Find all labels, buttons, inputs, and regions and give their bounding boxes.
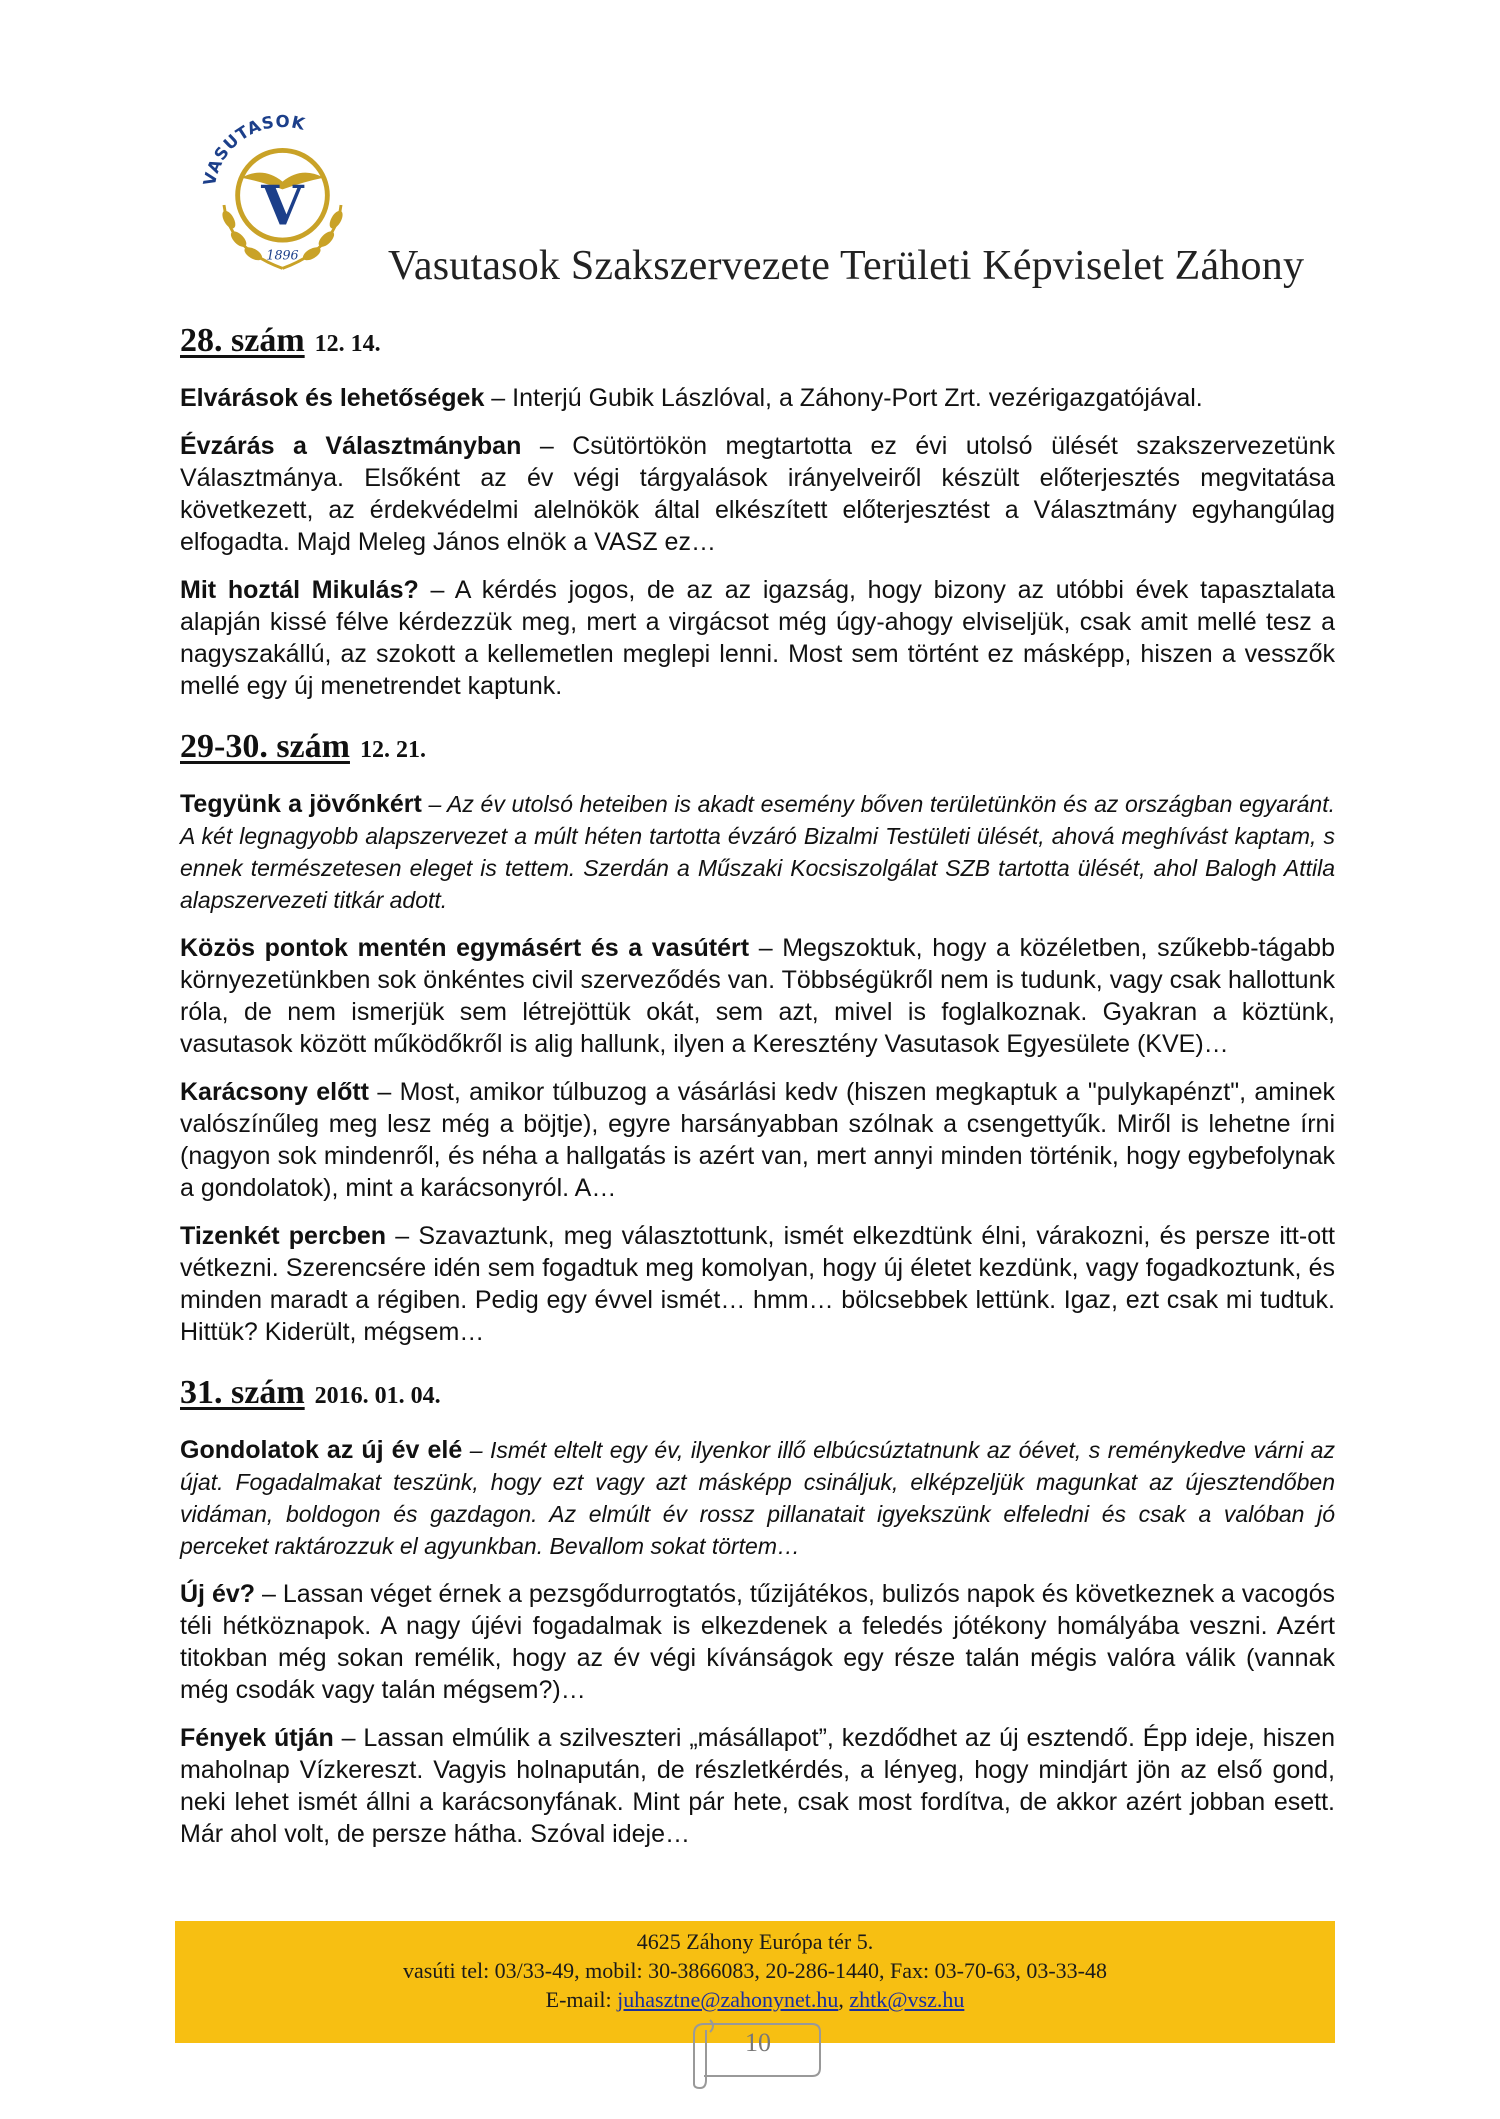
footer-email-separator: , [838,1987,850,2012]
page-number-badge [690,2018,826,2090]
article-summary: – Lassan elmúlik a szilveszteri „másállapot”, kezdődhet az új esztendő. Épp ideje, hiszen maholnap Vízkereszt. Vagyis holnapután, de részletkérdés, a lényeg, hogy mindjárt jön az első gond, neki lehet ismét állni a karácsonyfának. Mint pár hete, csak most fordítva, de akkor azért jobban esett. Már ahol volt, de persze hátha. Szóval ideje… [180,1724,1335,1848]
page-number: 10 [745,2028,771,2057]
issue-date: 2016. 01. 04. [314,1383,441,1409]
article-title[interactable]: Fények útján [180,1724,334,1752]
article-summary: – Most, amikor túlbuzog a vásárlási kedv (hiszen megkaptuk a "pulykapénzt", aminek valószínűleg meg lesz még a böjtje), egyre harsányabban szólnak a csengettyűk. Miről is lehetne írni (nagyon sok mindenről, és néha a hallgatás is azért van, mert annyi minden történik, hogy egybefolynak a gondolatok), mint a karácsonyról. A… [180,1078,1335,1202]
article-entry [180,430,1335,558]
issue-date: 12. 14. [314,331,381,357]
article-entry [180,788,1335,916]
issue-number: 28. szám [180,322,305,359]
issue-heading [180,322,1335,360]
article-entry [180,1578,1335,1706]
article-summary: – Szavaztunk, meg választottunk, ismét elkezdtünk élni, várakozni, és persze itt-ott vétkezni. Szerencsére idén sem fogadtuk meg komolyan, hogy új életet kezdünk, vagy fogadkoztunk, és minden maradt a régiben. Pedig egy évvel ismét… hmm… bölcsebbek lettünk. Igaz, ezt csak mi tudtuk. Hittük? Kiderült, mégsem… [180,1222,1335,1346]
logo-letter: V [261,173,304,238]
article-summary: – Megszoktuk, hogy a közéletben, szűkebb-tágabb környezetünkben sok önkéntes civil szerveződés van. Többségükről nem is tudunk, vagy csak hallottunk róla, de nem ismerjük sem létrejöttük okát, sem azt, mivel is foglalkoznak. Gyakran a köztünk, vasutasok között működőkről is alig hallunk, ilyen a Keresztény Vasutasok Egyesülete (KVE)… [180,934,1335,1058]
email-link-zhtk[interactable]: zhtk@vsz.hu [849,1987,965,2012]
article-entry [180,1722,1335,1850]
issue-section [180,728,1335,1348]
footer-address: 4625 Záhony Európa tér 5. [636,1929,874,1954]
page-header-title: Vasutasok Szakszervezete Területi Képviselet Záhony [388,243,1305,289]
footer-phones: vasúti tel: 03/33-49, mobil: 30-3866083, 20-286-1440, Fax: 03-70-63, 03-33-48 [403,1958,1107,1983]
union-emblem-logo [185,88,380,283]
article-title[interactable]: Gondolatok az új év elé [180,1436,463,1464]
issue-number: 29-30. szám [180,728,350,765]
article-title[interactable]: Új év? [180,1580,256,1608]
issue-heading [180,728,1335,766]
article-summary: – Az év utolsó heteiben is akadt esemény bőven területünkön és az országban egyaránt. A két legnagyobb alapszervezet a múlt héten tartotta évzáró Bizalmi Testületi ülését, ahová meghívást kaptam, s ennek természetesen eleget is tettem. Szerdán a Műszaki Kocsiszolgálat SZB tartotta ülését, ahol Balogh Attila alapszervezeti titkár adott. [180,791,1336,913]
article-entry [180,574,1335,702]
article-title[interactable]: Karácsony előtt [180,1078,369,1106]
article-summary: – Ismét eltelt egy év, ilyenkor illő elbúcsúztatnunk az óévet, s reménykedve várni az újat. Fogadalmakat teszünk, hogy ezt vagy azt másképp csináljuk, elképzeljük magunkat az újesztendőben vidáman, boldogon és gazdagon. Az elmúlt év rossz pillanatait igyekszünk elfeledni és csak a valóban jó perceket raktározzuk el agyunkban. Bevallom sokat törtem… [180,1437,1335,1559]
article-entry [180,1434,1335,1562]
footer-email-label: E-mail: [545,1987,618,2012]
article-entry [180,1220,1335,1348]
article-title[interactable]: Tegyünk a jövőnkért [180,790,422,818]
issue-number: 31. szám [180,1374,305,1411]
article-summary: – A kérdés jogos, de az az igazság, hogy bizony az utóbbi évek tapasztalata alapján kissé félve kérdezzük meg, mert a virgácsot még úgy-ahogy elviseljük, csak amit mellé tesz a nagyszakállú, az szokott a kellemetlen meglepi lenni. Most sem történt ez másképp, hiszen a vesszők mellé egy új menetrendet kaptunk. [180,576,1335,700]
issue-section [180,1374,1335,1850]
article-summary: – Csütörtökön megtartotta ez évi utolsó ülését szakszervezetünk Választmánya. Elsőként az év végi tárgyalások irányelveiről készült előterjesztés megvitatása következett, az érdekvédelmi alelnökök által elkészített előterjesztést a Választmány egyhangúlag elfogadta. Majd Meleg János elnök a VASZ ez… [180,432,1335,556]
issue-heading [180,1374,1335,1412]
footer-email-line [175,1985,1335,2014]
article-title[interactable]: Tizenkét percben [180,1222,387,1250]
email-link-juhasztne[interactable]: juhasztne@zahonynet.hu [617,1987,839,2012]
logo-year: 1896 [266,247,299,263]
newsletter-content [180,322,1335,1876]
article-summary: – Lassan véget érnek a pezsgődurrogtatós, tűzijátékos, bulizós napok és következnek a vacogós téli hétköznapok. A nagy újévi fogadalmak is elkezdenek a feledés jótékony homályába veszni. Azért titokban még sokan remélik, hogy az év végi kívánságok egy része talán mégis valóra válik (vannak még csodák vagy talán mégsem?)… [180,1580,1335,1704]
article-entry [180,382,1335,414]
article-title[interactable]: Évzárás a Választmányban [180,432,522,460]
svg-text:VASUTASOK: VASUTASOK [199,111,308,188]
article-title[interactable]: Közös pontok mentén egymásért és a vasútért [180,934,750,962]
article-entry [180,932,1335,1060]
issue-section [180,322,1335,702]
article-summary: – Interjú Gubik Lászlóval, a Záhony-Port Zrt. vezérigazgatójával. [484,384,1203,412]
article-title[interactable]: Elvárások és lehetőségek [180,384,485,412]
article-title[interactable]: Mit hoztál Mikulás? [180,576,419,604]
article-entry [180,1076,1335,1204]
issue-date: 12. 21. [359,737,426,763]
